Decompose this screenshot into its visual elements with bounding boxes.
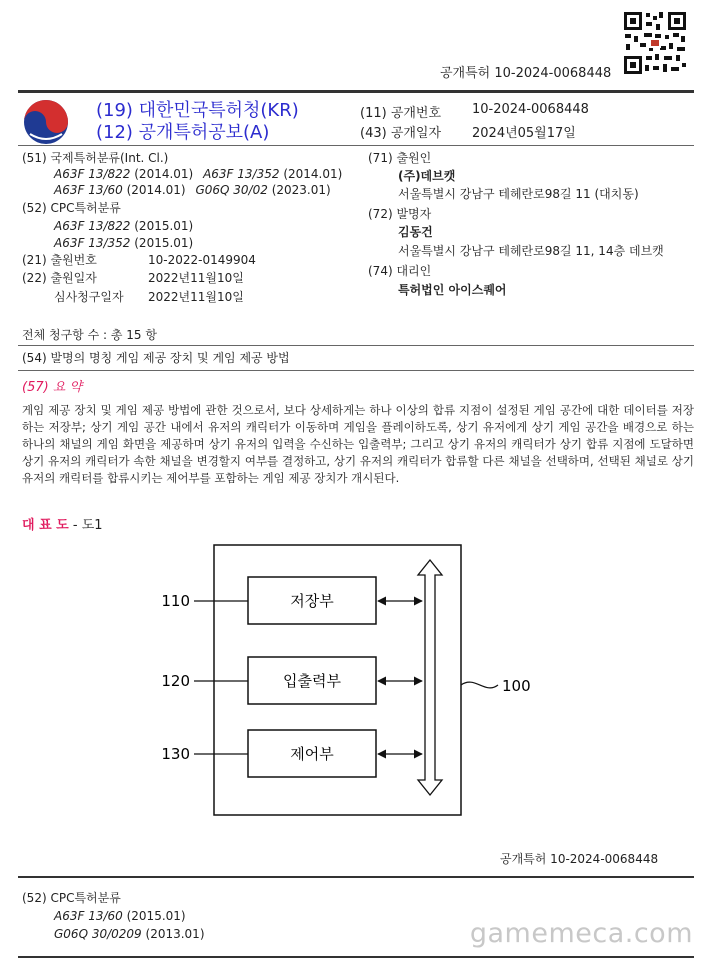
inventor-address: 서울특별시 강남구 테헤란로98길 11, 14층 데브캣: [398, 244, 664, 258]
header-doc-number: 공개특허 10-2024-0068448: [440, 66, 612, 81]
inventor-name: 김동건: [398, 225, 433, 239]
agent-name: 특허법인 아이스퀘어: [398, 283, 507, 297]
app-no-label: (21) 출원번호: [22, 253, 97, 267]
cpc-year: (2015.01): [134, 236, 194, 250]
agent-label: (74) 대리인: [368, 264, 432, 278]
claims-rule: [18, 345, 694, 346]
office-title: (19) 대한민국특허청(KR): [96, 100, 299, 121]
rep-drawing-value: - 도1: [72, 518, 103, 533]
ipc-code: G06Q 30/02: [195, 183, 268, 197]
cpc-row-1: [54, 218, 193, 234]
ipc-code: A63F 13/60: [54, 183, 123, 197]
ipc-year: (2014.01): [134, 167, 194, 181]
ipc-year: (2014.01): [126, 183, 186, 197]
title-bottom-rule: [18, 370, 694, 371]
top-rule: [18, 90, 694, 93]
qr-code: [622, 10, 688, 76]
ipc-label: (51) 국제특허분류(Int. Cl.): [22, 151, 169, 165]
applicant-address: 서울특별시 강남구 테헤란로98길 11 (대치동): [398, 187, 639, 201]
footer-cpc-row-2: [54, 926, 205, 942]
rep-drawing: [22, 514, 103, 533]
ipc-code: A63F 13/352: [203, 167, 280, 181]
cpc-year: (2015.01): [126, 909, 186, 923]
rep-drawing-label: 대 표 도: [22, 518, 69, 533]
app-date: 2022년11월10일: [148, 271, 244, 285]
ref-label: 110: [161, 592, 190, 610]
pub-number-label: (11) 공개번호: [360, 106, 442, 121]
applicant-label: (71) 출원인: [368, 151, 432, 165]
footer-rule: [18, 876, 694, 878]
pub-date-label: (43) 공개일자: [360, 126, 442, 141]
ipc-code: A63F 13/822: [54, 167, 131, 181]
cpc-label: (52) CPC특허분류: [22, 201, 121, 215]
exam-date: 2022년11월10일: [148, 290, 244, 304]
footer-cpc-label: (52) CPC특허분류: [22, 891, 121, 905]
applicant-name: (주)데브캣: [398, 169, 456, 183]
cpc-row-2: [54, 235, 193, 251]
cpc-year: (2015.01): [134, 219, 194, 233]
pub-number: 10-2024-0068448: [472, 102, 589, 117]
claims-count: 전체 청구항 수 : 총 15 항: [22, 328, 157, 342]
ipc-year: (2023.01): [271, 183, 331, 197]
ref-label: 120: [161, 672, 190, 690]
app-date-label: (22) 출원일자: [22, 271, 97, 285]
block-label: 입출력부: [283, 672, 341, 690]
bottom-rule: [18, 956, 694, 958]
footer-doc-number: 공개특허 10-2024-0068448: [500, 852, 659, 866]
abstract-heading: (57) 요 약: [22, 380, 83, 395]
invention-title: (54) 발명의 명칭 게임 제공 장치 및 게임 제공 방법: [22, 351, 290, 365]
ipc-row-2: [54, 182, 331, 198]
gazette-title: (12) 공개특허공보(A): [96, 122, 270, 143]
system-ref-label: 100: [502, 677, 531, 695]
korea-emblem-icon: [22, 98, 70, 146]
ipc-year: (2014.01): [283, 167, 343, 181]
block-label: 제어부: [290, 745, 334, 763]
app-no: 10-2022-0149904: [148, 253, 256, 267]
cpc-code: A63F 13/352: [54, 236, 131, 250]
cpc-code: A63F 13/822: [54, 219, 131, 233]
abstract-text: 게임 제공 장치 및 게임 제공 방법에 관한 것으로서, 보다 상세하게는 하나 이상의 합류 지점이 설정된 게임 공간에 대한 데이터를 저장하는 저장부; 상기 게임 공간 내에서 유저의 캐릭터가 이동하며 게임을 플레이하도록, 상기 유저에게 상기 게임 공간을 배경으로 하는 하나의 채널의 게임 화면을 제공하며 상기 유저의 입력을 수신하는 입출력부; 그리고 상기 유저의 캐릭터가 상기 합류 지점에 도달하면 상기 유저의 캐릭터가 속한 채널을 변경할지 여부를 결정하고, 상기 유저의 캐릭터가 합류할 다른 채널을 선택하며, 선택된 채널로 상기 유저의 캐릭터를 합류시키는 제어부를 포함하는 게임 제공 장치가 개시된다.: [22, 403, 694, 485]
cpc-code: A63F 13/60: [54, 909, 123, 923]
cpc-code: G06Q 30/0209: [54, 927, 142, 941]
cpc-year: (2013.01): [145, 927, 205, 941]
ref-label: 130: [161, 745, 190, 763]
pub-date: 2024년05월17일: [472, 126, 576, 141]
system-ref-leader: [461, 682, 498, 688]
inventor-label: (72) 발명자: [368, 207, 432, 221]
exam-label: 심사청구일자: [54, 290, 124, 304]
title-rule: [18, 145, 694, 146]
watermark: gamemeca.com: [469, 918, 693, 949]
footer-cpc-row-1: [54, 908, 186, 924]
ipc-row-1: [54, 166, 342, 182]
block-label: 저장부: [290, 592, 334, 610]
figure-diagram: [150, 535, 531, 820]
